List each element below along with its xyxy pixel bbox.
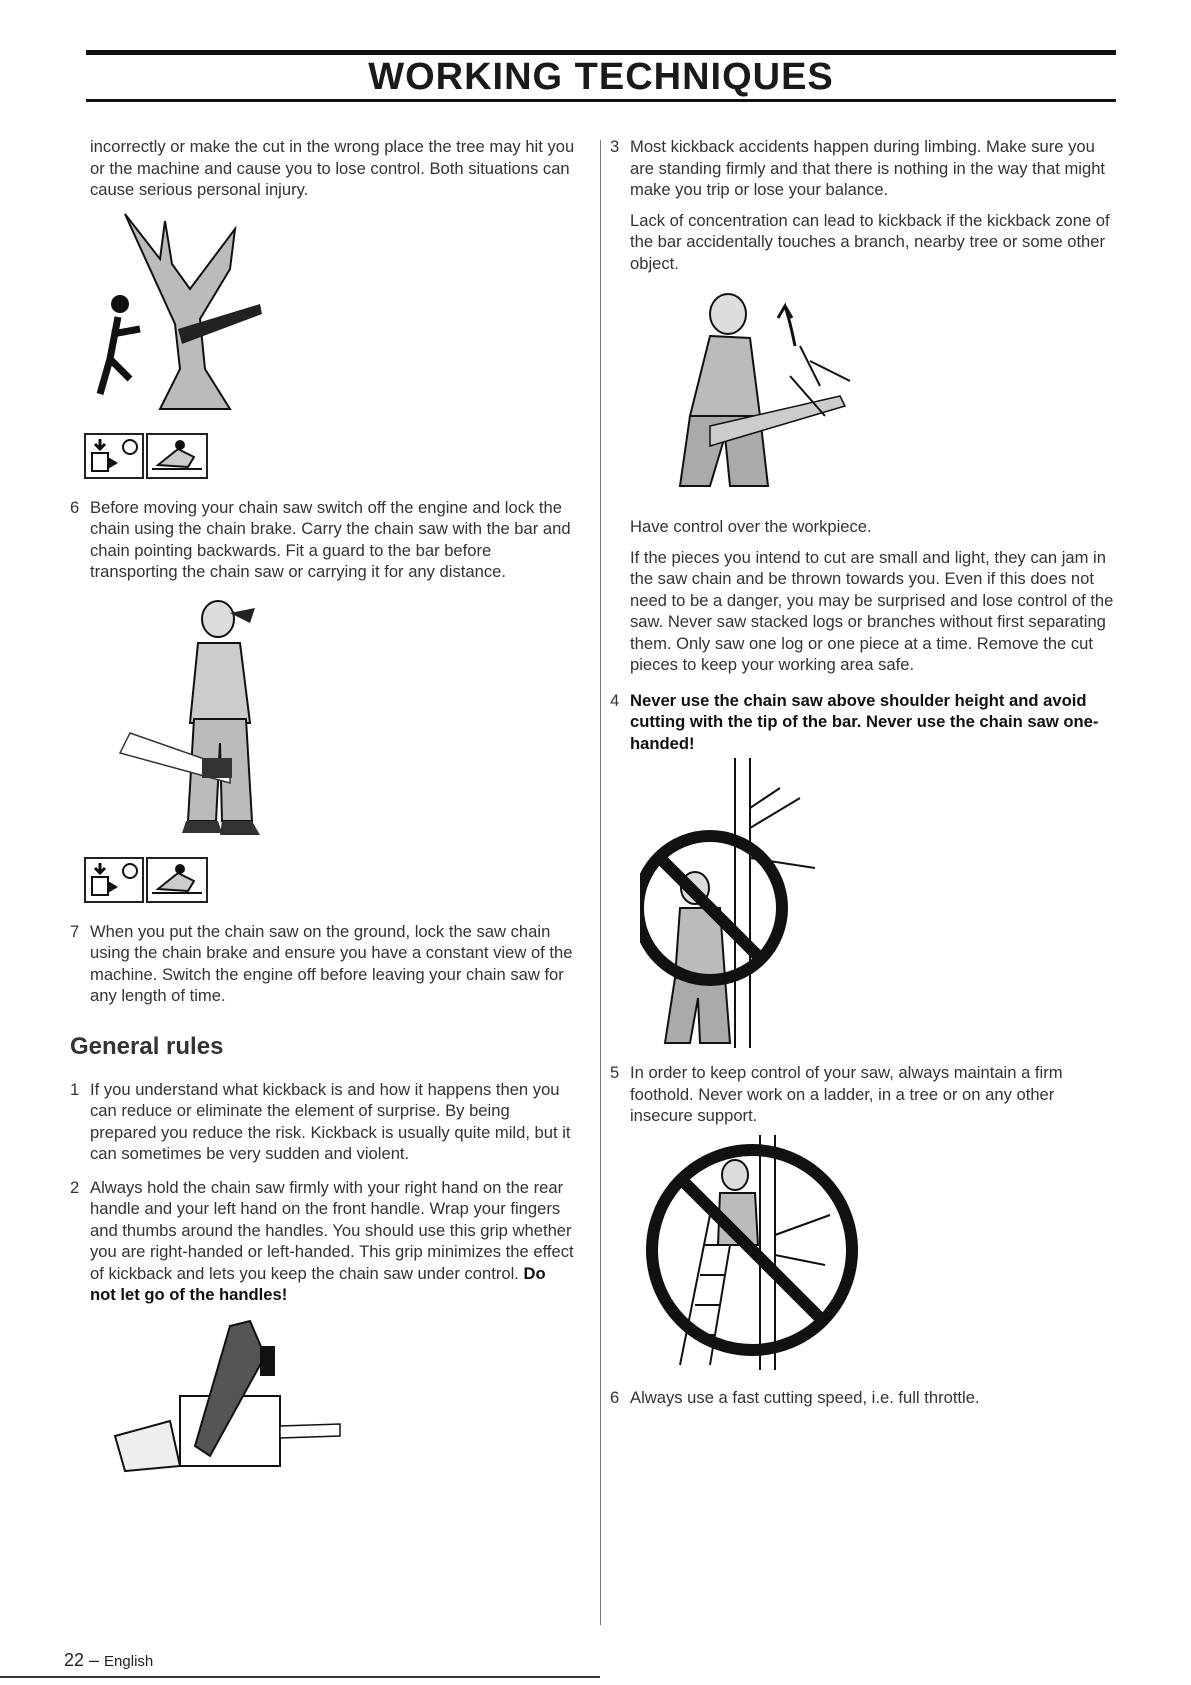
intro-paragraph: incorrectly or make the cut in the wrong place the tree may hit you or the machine and cause you to lose control. Both situations can cause serious personal injury. (90, 137, 575, 199)
grip-illustration (110, 1316, 575, 1476)
chain-brake-symbol-icon (146, 857, 208, 903)
carrying-saw-illustration (90, 593, 575, 847)
person-carrying-saw-icon (90, 593, 310, 847)
list-item: 4 Never use the chain saw above shoulder height and avoid cutting with the tip of the bar. Never use the chain saw one-handed! (610, 690, 1099, 753)
header-bottom-rule (86, 99, 1116, 102)
paragraph-pieces: If the pieces you intend to cut are small and light, they can jam in the saw chain and be thrown towards you. Even if this does not need to be a danger, you may be surprised and lose control of the saw. Never saw stacked logs or branches without first separating them. Only saw one log or one piece at a time. Remove the cut pieces to keep your working area safe. (630, 547, 1114, 674)
bold-warning: Never use the chain saw above shoulder height and avoid cutting with the tip of the bar. Never use the chain saw one-handed! (630, 690, 1099, 753)
list-item: 5 In order to keep control of your saw, always maintain a firm foothold. Never work on a ladder, in a tree or on any other insecure support. (610, 1063, 1063, 1125)
prohibited-above-shoulder-icon (640, 758, 840, 1056)
engine-off-symbol-icon (84, 857, 144, 903)
prohibited-ladder-icon (640, 1135, 870, 1375)
symbol-boxes-2 (84, 857, 575, 903)
list-item: 1 If you understand what kickback is and how it happens then you can reduce or eliminate the element of surprise. By being prepared you reduce the risk. Kickback is usually quite mild, but it can sometimes be very sudden and violent. (70, 1079, 571, 1163)
list-item: 3 Most kickback accidents happen during limbing. Make sure you are standing firmly and that there is nothing in the way that might make you trip or lose your balance. (610, 137, 1106, 199)
engine-off-symbol-icon (84, 433, 144, 479)
language-label: English (104, 1653, 154, 1670)
bottom-rule (0, 1676, 600, 1678)
ladder-prohibited-illustration (640, 1135, 1115, 1375)
list-item: 7 When you put the chain saw on the ground, lock the saw chain using the chain brake and ensure you have a constant view of the machine. Switch the engine off before leaving your chain saw for any length of time. (70, 921, 573, 1005)
page-number: 22 (64, 1650, 85, 1670)
tree-falling-illustration (90, 209, 575, 419)
list-item: 2 Always hold the chain saw firmly with your right hand on the rear handle and your left hand on the front handle. Wrap your fingers and thumbs around the handles. You should use this grip whether you are right-handed or left-handed. This grip minimizes the effect of kickback and lets you keep the chain saw under control. Do not let go of the handles! (70, 1177, 574, 1304)
page-title: WORKING TECHNIQUES (368, 56, 834, 98)
page-footer: 22 – English (64, 1650, 154, 1670)
list-item: 6 Always use a fast cutting speed, i.e. full throttle. (610, 1387, 980, 1407)
falling-tree-icon (90, 209, 290, 419)
symbol-boxes-1 (84, 433, 575, 479)
limbing-illustration (650, 286, 1115, 500)
left-column (70, 136, 575, 1476)
right-column (610, 136, 1115, 1408)
column-divider (600, 140, 601, 1625)
chain-brake-symbol-icon (146, 433, 208, 479)
section-heading-general-rules: General rules (70, 1032, 224, 1060)
paragraph-control: Have control over the workpiece. (630, 517, 872, 536)
list-item: 6 Before moving your chain saw switch off the engine and lock the chain using the chain brake. Carry the chain saw with the bar and chain pointing backwards. Fit a guard to the bar before transporting the chain saw or carrying it for any distance. (70, 497, 571, 581)
above-shoulder-prohibited-illustration (640, 758, 1115, 1056)
person-limbing-icon (650, 286, 860, 500)
hands-on-handles-icon (110, 1316, 350, 1476)
bold-warning: Do not let go of the handles! (90, 1263, 546, 1304)
paragraph-concentration: Lack of concentration can lead to kickback if the kickback zone of the bar accidentally touches a branch, nearby tree or some other object. (630, 210, 1110, 273)
